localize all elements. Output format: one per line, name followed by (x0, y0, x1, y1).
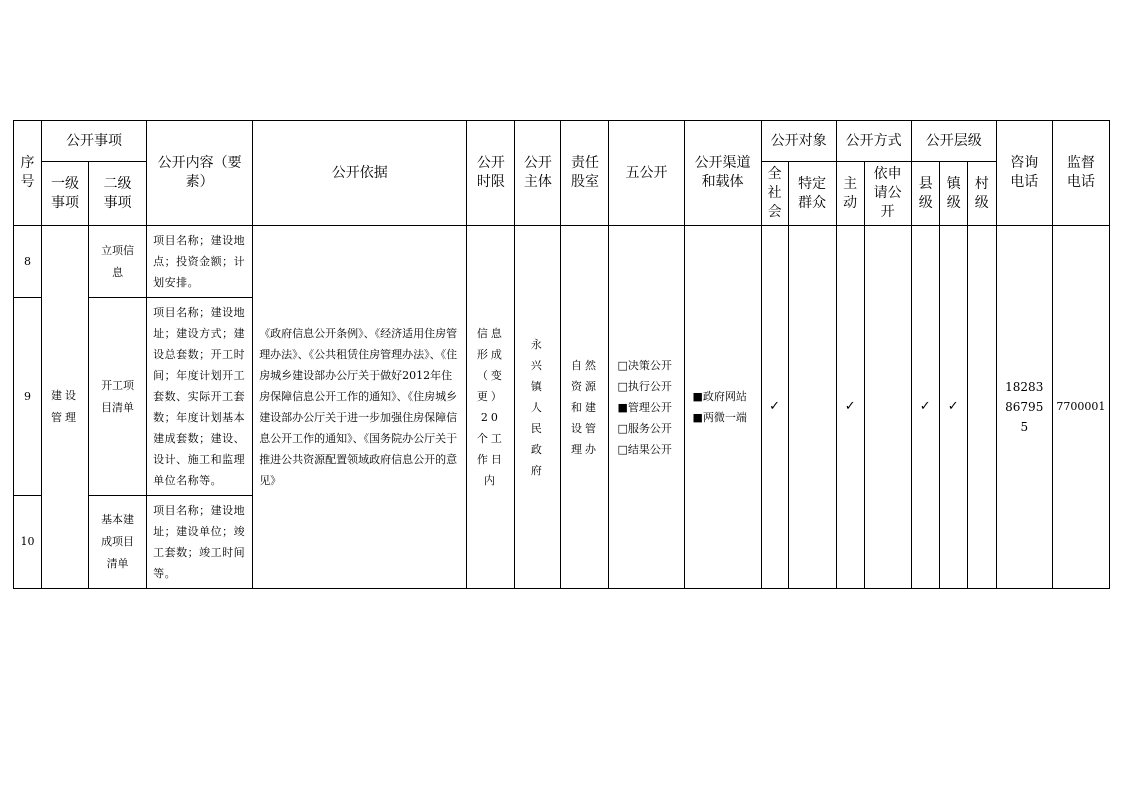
header-supervise-phone: 监督电话 (1052, 121, 1109, 226)
channel-cell (684, 226, 761, 589)
header-level2: 二级事项 (89, 162, 147, 226)
method-request-check (864, 226, 911, 589)
header-seq: 序号 (14, 121, 42, 226)
header-basis: 公开依据 (253, 121, 467, 226)
five-public-item: □决策公开 (617, 358, 672, 372)
header-method-request: 依申请公开 (864, 162, 911, 226)
subject-cell: 永兴镇人民政府 (515, 226, 561, 589)
five-public-cell (609, 226, 684, 589)
five-public-item: □执行公开 (617, 379, 672, 393)
content-cell: 项目名称；建设地点；投资金额；计划安排。 (147, 226, 253, 298)
channel-item: ■两微一端 (692, 411, 747, 424)
row-seq: 9 (14, 298, 42, 496)
consult-phone-line: 5 (1020, 420, 1029, 434)
consult-phone-line: 86795 (1005, 400, 1044, 414)
consult-phone-line: 18283 (1005, 380, 1044, 394)
level-county-check: ✓ (911, 226, 939, 589)
header-level-county: 县级 (911, 162, 939, 226)
five-public-item: ■管理公开 (617, 400, 672, 414)
header-level-village: 村级 (967, 162, 996, 226)
header-channel: 公开渠道和载体 (684, 121, 761, 226)
time-limit-cell: 信息形成（变更）20个工作日内 (467, 226, 515, 589)
content-cell: 项目名称；建设地址；建设单位；竣工套数；竣工时间等。 (147, 496, 253, 589)
supervise-phone-cell: 7700001 (1052, 226, 1109, 589)
header-item: 公开事项 (42, 121, 147, 162)
level2-item: 基本建成项目清单 (89, 496, 147, 589)
header-level-town: 镇级 (939, 162, 967, 226)
header-level1: 一级事项 (42, 162, 89, 226)
target-specific-check (788, 226, 836, 589)
header-method: 公开方式 (836, 121, 911, 162)
header-target: 公开对象 (761, 121, 836, 162)
level-town-check: ✓ (939, 226, 967, 589)
level1-item: 建设管理 (42, 226, 89, 589)
target-all-check: ✓ (761, 226, 788, 589)
row-seq: 8 (14, 226, 42, 298)
row-seq: 10 (14, 496, 42, 589)
channel-item: ■政府网站 (692, 390, 747, 403)
level-village-check (967, 226, 996, 589)
header-target-all: 全社会 (761, 162, 788, 226)
header-consult-phone: 咨询电话 (996, 121, 1052, 226)
five-public-item: □服务公开 (617, 421, 672, 435)
header-content: 公开内容（要素） (147, 121, 253, 226)
header-level: 公开层级 (911, 121, 996, 162)
header-five-public: 五公开 (609, 121, 684, 226)
content-cell: 项目名称；建设地址；建设方式；建设总套数；开工时间；年度计划开工套数、实际开工套数；年度计划基本建成套数；建设、设计、施工和监理单位名称等。 (147, 298, 253, 496)
level2-item: 开工项目清单 (89, 298, 147, 496)
basis-cell: 《政府信息公开条例》、《经济适用住房管理办法》、《公共租赁住房管理办法》、《住房城乡建设部办公厅关于做好2012年住房保障信息公开工作的通知》、《住房城乡建设部办公厅关于进一步加强住房保障信息公开工作的通知》、《国务院办公厅关于推进公共资源配置领域政府信息公开的意见》 (253, 226, 467, 589)
five-public-item: □结果公开 (617, 442, 672, 456)
header-office: 责任股室 (561, 121, 609, 226)
office-cell: 自然资源和建设管理办 (561, 226, 609, 589)
header-subject: 公开主体 (515, 121, 561, 226)
method-active-check: ✓ (836, 226, 864, 589)
header-target-specific: 特定群众 (788, 162, 836, 226)
header-time-limit: 公开时限 (467, 121, 515, 226)
header-method-active: 主动 (836, 162, 864, 226)
level2-item: 立项信息 (89, 226, 147, 298)
disclosure-table (13, 120, 1110, 589)
consult-phone-cell (996, 226, 1052, 589)
